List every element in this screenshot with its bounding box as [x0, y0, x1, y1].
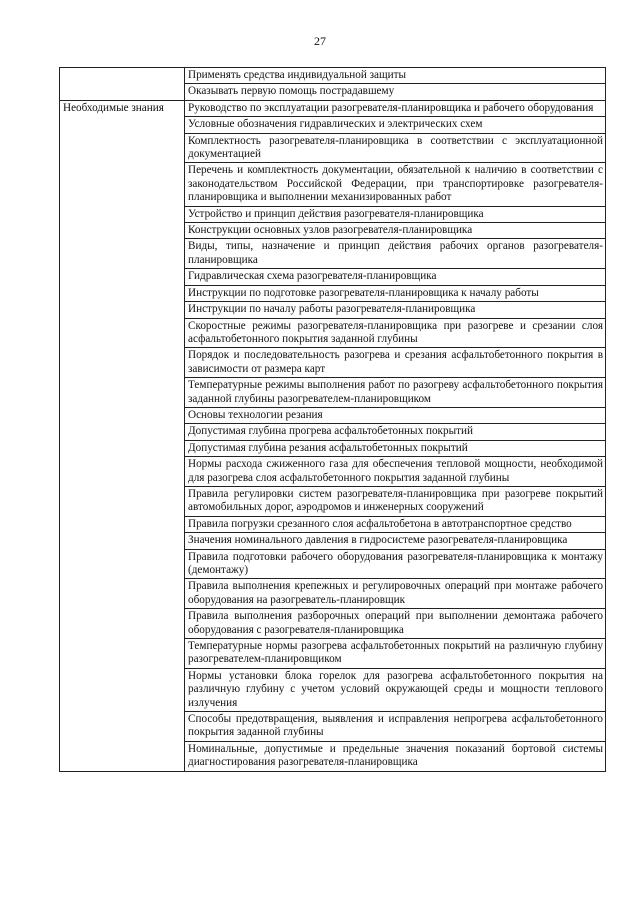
requirements-table [59, 67, 606, 772]
requirements-table-body [60, 68, 606, 772]
table-cell-item: Температурные нормы разогрева асфальтобетонных покрытий на различную глубину разогревателем-планировщиком [185, 639, 606, 669]
table-cell-item: Температурные режимы выполнения работ по разогреву асфальтобетонного покрытия заданной глубины разогревателем-планировщиком [185, 378, 606, 408]
table-cell-item: Способы предотвращения, выявления и исправления непрогрева асфальтобетонного покрытия заданной глубины [185, 712, 606, 742]
table-cell-item: Правила выполнения крепежных и регулировочных операций при монтаже рабочего оборудования на разогреватель-планировщик [185, 579, 606, 609]
table-row [60, 68, 606, 84]
table-cell-item: Нормы расхода сжиженного газа для обеспечения тепловой мощности, необходимой для разогрева слоя асфальтобетонного покрытия заданной глубины [185, 457, 606, 487]
table-cell-item: Значения номинального давления в гидросистеме разогревателя-планировщика [185, 533, 606, 549]
table-cell-item: Правила подготовки рабочего оборудования разогревателя-планировщика к монтажу (демонтажу) [185, 549, 606, 579]
table-cell-item: Руководство по эксплуатации разогревателя-планировщика и рабочего оборудования [185, 100, 606, 116]
table-cell-item: Конструкции основных узлов разогревателя-планировщика [185, 223, 606, 239]
table-cell-item: Виды, типы, назначение и принцип действия рабочих органов разогревателя-планировщика [185, 239, 606, 269]
table-cell-item: Правила погрузки срезанного слоя асфальтобетона в автотранспортное средство [185, 516, 606, 532]
table-cell-item: Правила регулировки систем разогревателя-планировщика при разогреве покрытий автомобильных дорог, аэродромов и инженерных сооружений [185, 486, 606, 516]
table-cell-item: Перечень и комплектность документации, обязательной к наличию в соответствии с законодательством Российской Федерации, при транспортировке разогревателя-планировщика и выполнении механизированных работ [185, 163, 606, 206]
table-cell-item: Нормы установки блока горелок для разогрева асфальтобетонного покрытия на различную глубину с учетом условий окружающей среды и мощности теплового излучения [185, 668, 606, 711]
table-cell-item: Устройство и принцип действия разогревателя-планировщика [185, 206, 606, 222]
table-cell-item: Основы технологии резания [185, 407, 606, 423]
table-cell-item: Комплектность разогревателя-планировщика в соответствии с эксплуатационной документацией [185, 133, 606, 163]
table-cell-item: Применять средства индивидуальной защиты [185, 68, 606, 84]
table-row [60, 100, 606, 116]
table-cell-item: Гидравлическая схема разогревателя-планировщика [185, 269, 606, 285]
table-cell-item: Допустимая глубина прогрева асфальтобетонных покрытий [185, 424, 606, 440]
table-cell-item: Номинальные, допустимые и предельные значения показаний бортовой системы диагностирования разогревателя-планировщика [185, 741, 606, 771]
table-cell-item: Инструкции по подготовке разогревателя-планировщика к началу работы [185, 285, 606, 301]
table-cell-item: Допустимая глубина резания асфальтобетонных покрытий [185, 440, 606, 456]
row-group-label: Необходимые знания [60, 100, 185, 771]
table-cell-item: Инструкции по началу работы разогревателя-планировщика [185, 302, 606, 318]
table-cell-item: Порядок и последовательность разогрева и срезания асфальтобетонного покрытия в зависимости от размера карт [185, 348, 606, 378]
page-number: 27 [314, 34, 326, 48]
table-cell-item: Оказывать первую помощь пострадавшему [185, 84, 606, 100]
table-cell-item: Скоростные режимы разогревателя-планировщика при разогреве и срезании слоя асфальтобетонного покрытия заданной глубины [185, 318, 606, 348]
row-group-label [60, 68, 185, 101]
table-cell-item: Правила выполнения разборочных операций при выполнении демонтажа рабочего оборудования с разогревателя-планировщика [185, 609, 606, 639]
table-cell-item: Условные обозначения гидравлических и электрических схем [185, 117, 606, 133]
